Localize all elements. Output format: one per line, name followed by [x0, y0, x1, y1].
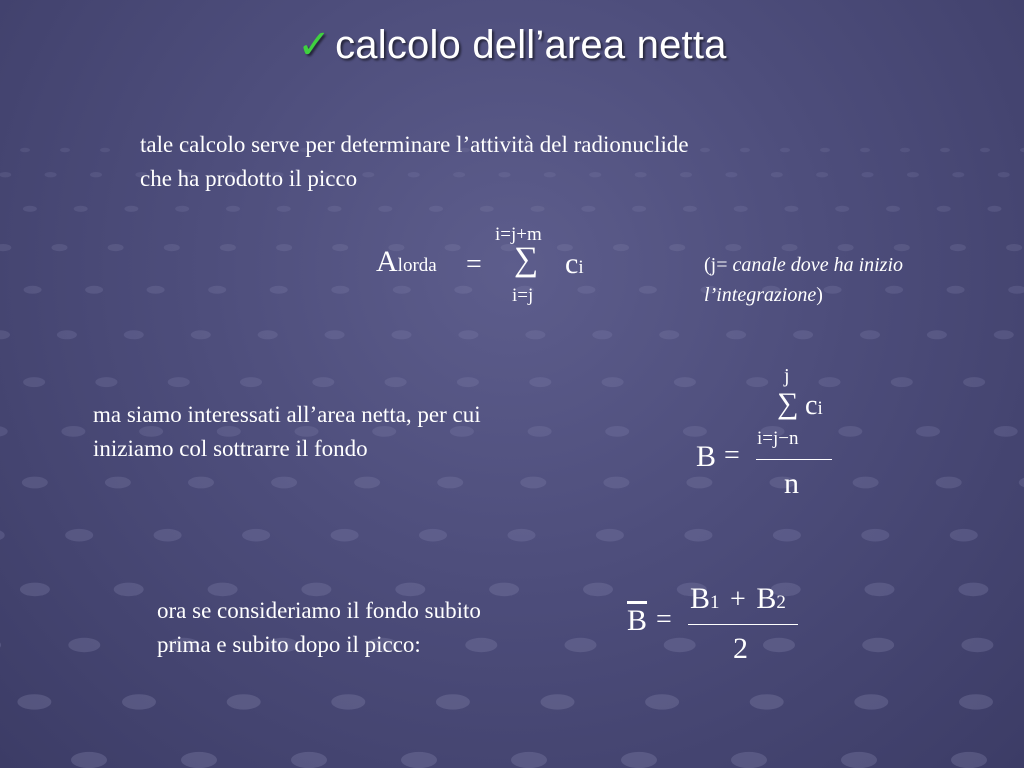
background-dot	[528, 426, 552, 437]
formula-bbar-denominator: 2	[733, 632, 748, 665]
background-dot	[331, 694, 365, 709]
background-dot	[154, 529, 182, 542]
background-dot	[1020, 148, 1024, 153]
background-dot	[683, 426, 707, 437]
background-dot	[437, 477, 463, 489]
formula-bbar-b1-subscript: 1	[710, 592, 720, 613]
background-dot	[22, 477, 48, 489]
intro-paragraph	[140, 128, 689, 196]
background-dot	[659, 330, 679, 339]
background-dot	[17, 694, 51, 709]
background-dot	[188, 477, 214, 489]
formula-bbar-fraction-bar	[688, 624, 798, 625]
note-line-2	[704, 280, 903, 310]
background-dot	[60, 148, 70, 153]
background-dot	[108, 244, 124, 251]
background-dot	[950, 244, 966, 251]
formula-bbar-plus: +	[730, 584, 746, 615]
background-dot	[325, 330, 345, 339]
background-dot	[664, 638, 696, 652]
background-dot	[0, 638, 1, 652]
background-dot	[226, 206, 240, 212]
formula-a-symbol: A	[376, 245, 398, 278]
formula-a-sigma: ∑	[514, 241, 539, 278]
checkmark-icon: ✓	[297, 23, 332, 67]
background-dot	[511, 752, 547, 768]
background-dot	[861, 529, 889, 542]
net-area-line-1: ma siamo interessati all’area netta, per cui	[93, 402, 481, 427]
background-dot	[385, 377, 407, 387]
formula-a-lorda-lhs	[376, 245, 437, 279]
background-dot	[1019, 477, 1024, 489]
background-dot	[603, 477, 629, 489]
background-dot	[605, 426, 629, 437]
background-dot	[998, 172, 1010, 177]
background-dot	[950, 529, 978, 542]
formula-a-c: c	[565, 247, 579, 280]
background-dot	[378, 206, 392, 212]
background-dot	[621, 752, 657, 768]
background-dot	[240, 377, 262, 387]
note-open: (j=	[704, 254, 733, 276]
background-dot	[331, 286, 349, 294]
background-dot	[454, 286, 472, 294]
background-dot	[784, 206, 798, 212]
background-dot	[520, 477, 546, 489]
background-dot	[734, 206, 748, 212]
background-dot	[1006, 244, 1022, 251]
background-dot	[0, 172, 11, 177]
background-dot	[961, 638, 993, 652]
background-dot	[565, 638, 597, 652]
formula-b-term	[805, 390, 823, 422]
background-dot	[886, 206, 900, 212]
background-dot	[686, 477, 712, 489]
background-line-1: ora se consideriamo il fondo subito	[157, 598, 481, 623]
note-close: )	[816, 284, 823, 306]
background-dot	[71, 752, 107, 768]
background-dot	[835, 206, 849, 212]
background-dot	[746, 377, 768, 387]
background-dot	[147, 286, 165, 294]
formula-b-sigma: ∑	[777, 387, 799, 420]
background-dot	[436, 694, 470, 709]
background-dot	[175, 206, 189, 212]
formula-bbar-b1: B	[690, 582, 711, 615]
formula-a-term	[565, 247, 584, 281]
background-dot	[0, 426, 8, 437]
background-dot	[577, 286, 595, 294]
formula-a-equals: =	[466, 249, 482, 280]
background-dot	[700, 148, 710, 153]
background-dot	[0, 244, 11, 251]
background-paragraph	[157, 594, 481, 662]
background-dot	[838, 426, 862, 437]
background-dot	[854, 694, 888, 709]
intro-line-1: tale calcolo serve per determinare l’attività del radionuclide	[140, 132, 689, 157]
background-dot	[726, 330, 746, 339]
background-dot	[683, 206, 697, 212]
background-dot	[401, 752, 437, 768]
background-dot	[457, 377, 479, 387]
background-dot	[354, 477, 380, 489]
background-dot	[332, 244, 348, 251]
background-dot	[114, 583, 144, 597]
background-dot	[937, 206, 951, 212]
background-dot	[95, 377, 117, 387]
background-dot	[940, 148, 950, 153]
net-area-line-2: iniziamo col sottrarre il fondo	[93, 436, 368, 461]
background-dot	[1008, 286, 1024, 294]
background-dot	[74, 206, 88, 212]
background-dot	[613, 244, 629, 251]
background-dot	[645, 694, 679, 709]
background-dot	[20, 148, 30, 153]
background-dot	[23, 377, 45, 387]
background-dot	[916, 426, 940, 437]
note-line-1	[704, 250, 903, 280]
background-dot	[959, 694, 993, 709]
background-dot	[270, 286, 288, 294]
background-dot	[771, 172, 783, 177]
background-dot	[639, 286, 657, 294]
background-dot	[632, 206, 646, 212]
background-dot	[952, 172, 964, 177]
background-dot	[525, 330, 545, 339]
formula-a-lower-limit: i=j	[512, 285, 534, 306]
background-dot	[100, 148, 110, 153]
background-dot	[508, 529, 536, 542]
background-dot	[52, 244, 68, 251]
background-dot	[445, 244, 461, 251]
background-dot	[276, 244, 292, 251]
background-dot	[980, 148, 990, 153]
background-dot	[23, 206, 37, 212]
formula-bbar-b2: B	[756, 582, 777, 615]
background-dot	[122, 694, 156, 709]
background-dot	[592, 330, 612, 339]
background-dot	[963, 377, 985, 387]
background-dot	[865, 583, 895, 597]
background-dot	[820, 148, 830, 153]
formula-b-equals: =	[724, 440, 740, 471]
background-dot	[581, 206, 595, 212]
background-dot	[291, 752, 327, 768]
background-dot	[763, 638, 795, 652]
background-dot	[725, 172, 737, 177]
note-italic-2: l’integrazione	[704, 284, 817, 306]
background-dot	[684, 529, 712, 542]
background-dot	[85, 286, 103, 294]
background-dot	[489, 583, 519, 597]
background-dot	[936, 477, 962, 489]
background-dot	[271, 477, 297, 489]
slide-title-text: calcolo dell’area netta	[335, 23, 727, 67]
background-dot	[819, 377, 841, 387]
background-dot	[191, 330, 211, 339]
formula-b-fraction-bar	[756, 459, 832, 460]
background-dot	[124, 206, 138, 212]
background-dot	[24, 286, 42, 294]
background-dot	[312, 377, 334, 387]
formula-bbar-equals: =	[656, 604, 672, 635]
formula-bbar-b2-subscript: 2	[776, 592, 786, 613]
background-dot	[392, 330, 412, 339]
background-dot	[602, 377, 624, 387]
background-dot	[227, 694, 261, 709]
background-dot	[65, 529, 93, 542]
integration-note	[704, 250, 903, 310]
background-dot	[531, 206, 545, 212]
background-dot	[0, 330, 10, 339]
background-dot	[181, 752, 217, 768]
background-dot	[220, 244, 236, 251]
background-dot	[0, 529, 5, 542]
background-dot	[793, 330, 813, 339]
intro-line-2: che ha prodotto il picco	[140, 166, 358, 191]
background-dot	[458, 330, 478, 339]
background-dot	[740, 148, 750, 153]
background-dot	[419, 529, 447, 542]
formula-b-lhs: B	[696, 440, 717, 473]
background-dot	[860, 330, 880, 339]
background-dot	[927, 330, 947, 339]
background-dot	[328, 206, 342, 212]
background-dot	[45, 172, 57, 177]
background-dot	[780, 148, 790, 153]
formula-b-lower-limit: i=j−n	[757, 428, 799, 449]
background-dot	[731, 752, 767, 768]
background-dot	[331, 529, 359, 542]
background-dot	[900, 148, 910, 153]
background-dot	[164, 244, 180, 251]
background-dot	[68, 638, 100, 652]
background-dot	[674, 377, 696, 387]
background-dot	[429, 206, 443, 212]
formula-b-c: c	[805, 390, 818, 421]
background-dot	[168, 377, 190, 387]
formula-a-upper-limit: i=j+m	[495, 224, 542, 245]
note-italic-1: canale dove ha inizio	[732, 254, 904, 276]
background-dot	[860, 148, 870, 153]
background-dot	[242, 529, 270, 542]
background-dot	[208, 286, 226, 294]
background-dot	[90, 172, 102, 177]
background-dot	[541, 694, 575, 709]
formula-b-denominator: n	[784, 467, 799, 500]
background-line-2: prima e subito dopo il picco:	[157, 632, 421, 657]
background-dot	[583, 583, 613, 597]
background-dot	[750, 694, 784, 709]
background-dot	[669, 244, 685, 251]
formula-a-c-subscript: i	[578, 257, 584, 278]
background-dot	[994, 330, 1014, 339]
formula-a-subscript: lorda	[397, 255, 437, 276]
slide-title	[0, 22, 1024, 68]
formula-bbar-lhs: $\overline{B}$	[627, 604, 648, 637]
background-dot	[958, 583, 988, 597]
background-dot	[20, 583, 50, 597]
formula-bbar-numerator	[690, 582, 786, 616]
background-dot	[816, 172, 828, 177]
background-dot	[988, 206, 1002, 212]
background-dot	[277, 206, 291, 212]
background-dot	[994, 426, 1018, 437]
background-dot	[862, 172, 874, 177]
background-dot	[947, 286, 965, 294]
formula-b-c-subscript: i	[817, 398, 823, 419]
background-dot	[596, 529, 624, 542]
background-dot	[891, 377, 913, 387]
background-dot	[853, 477, 879, 489]
formula-b-upper-limit: j	[784, 365, 790, 387]
net-area-paragraph	[93, 398, 481, 466]
background-dot	[862, 638, 894, 652]
background-dot	[105, 477, 131, 489]
background-dot	[951, 752, 987, 768]
background-dot	[773, 529, 801, 542]
background-dot	[61, 426, 85, 437]
background-dot	[393, 286, 411, 294]
background-dot	[57, 330, 77, 339]
background-dot	[124, 330, 144, 339]
background-dot	[258, 330, 278, 339]
background-dot	[907, 172, 919, 177]
background-dot	[841, 752, 877, 768]
background-dot	[529, 377, 551, 387]
background-dot	[480, 206, 494, 212]
